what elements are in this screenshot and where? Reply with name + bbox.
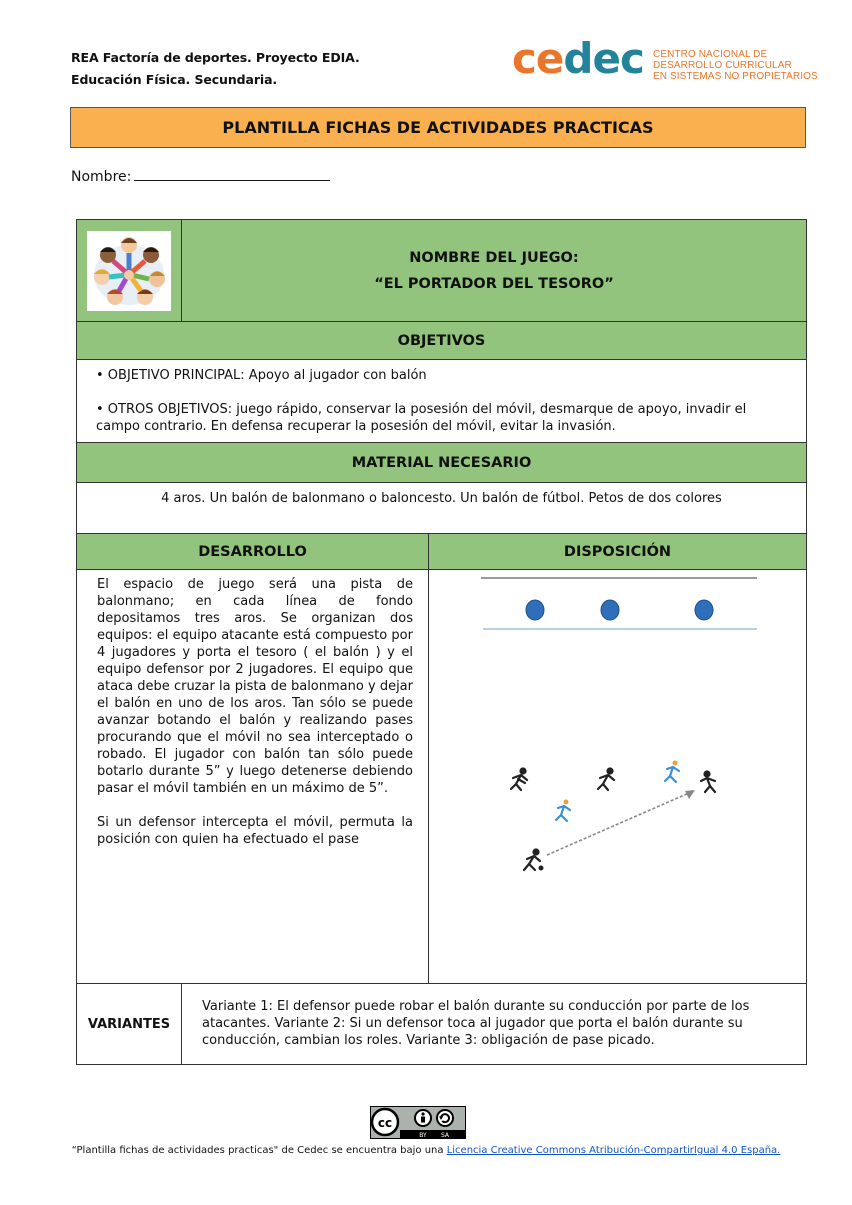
variantes-heading: VARIANTES bbox=[77, 984, 182, 1064]
logo-sub-line: DESARROLLO CURRICULAR bbox=[653, 60, 792, 71]
hoop-icon bbox=[695, 600, 713, 620]
otros-objetivos: • OTROS OBJETIVOS: juego rápido, conservar la posesión del móvil, desmarque de apoyo, invadir el campo contrario. En defensa recuperar la posesión del móvil, evitar la invasión. bbox=[96, 402, 747, 434]
desarrollo-paragraph-2: Si un defensor intercepta el móvil, permuta la posición con quien ha efectuado el pase bbox=[97, 815, 413, 847]
name-field bbox=[71, 166, 330, 185]
objetivo-principal: • OBJETIVO PRINCIPAL: Apoyo al jugador con balón bbox=[96, 368, 427, 383]
variantes-text: Variante 1: El defensor puede robar el balón durante su conducción por parte de los atacantes. Variante 2: Si un defensor toca al jugador que porta el balón durante su conducción, cambian los roles. Variante 3: obligación de pase picado. bbox=[202, 999, 750, 1048]
teamwork-hands-image bbox=[87, 231, 171, 311]
game-name-row bbox=[77, 220, 806, 321]
material-heading: MATERIAL NECESARIO bbox=[77, 442, 806, 482]
desarrollo-text bbox=[77, 570, 428, 848]
hoop-icon bbox=[526, 600, 544, 620]
defender-icon bbox=[665, 761, 679, 783]
activity-sheet-table bbox=[76, 219, 807, 1065]
game-image-cell bbox=[77, 220, 182, 321]
ball-carrier-icon bbox=[524, 850, 544, 871]
defender-icon bbox=[556, 800, 570, 822]
cc-sa-label: SA bbox=[440, 1132, 450, 1139]
license-text: “Plantilla fichas de actividades practicas" de Cedec se encuentra bajo una bbox=[71, 1145, 444, 1156]
desarrollo-heading: DESARROLLO bbox=[77, 534, 429, 569]
license-link[interactable]: Licencia Creative Commons Atribución-CompartirIgual 4.0 España. bbox=[446, 1145, 781, 1156]
cedec-logo-subtitle bbox=[653, 49, 818, 82]
logo-word-part1: ce bbox=[512, 34, 564, 83]
variantes-row bbox=[77, 983, 806, 1064]
attacker-icon bbox=[511, 769, 527, 791]
hoop-icon bbox=[601, 600, 619, 620]
disposicion-cell bbox=[429, 570, 806, 983]
page-title: PLANTILLA FICHAS DE ACTIVIDADES PRACTICAS bbox=[70, 107, 806, 148]
logo-word-part2: dec bbox=[563, 34, 644, 83]
sa-icon bbox=[437, 1110, 453, 1126]
game-name-label: NOMBRE DEL JUEGO: bbox=[409, 249, 579, 266]
pass-arrow-icon bbox=[547, 790, 695, 855]
license-footer bbox=[0, 1145, 852, 1156]
desarrollo-paragraph-1: El espacio de juego será una pista de balonmano; en cada línea de fondo depositamos tres aros. Se organizan dos equipos: el equipo atacante está compuesto por 4 jugadores y porta el tesoro ( el balón ) y el equipo defensor por 2 jugadores. El equipo que ataca debe cruzar la pista de balonmano y dejar el balón en uno de los aros. Tan sólo se puede avanzar botando el balón y realizando pases procurando que el móvil no sea interceptado o robado. El jugador con balón tan sólo puede botarlo durante 5” y luego detenerse debiendo pasar el móvil también en un máximo de 5”. bbox=[97, 577, 413, 796]
cedec-logo bbox=[512, 34, 644, 83]
attacker-icon bbox=[701, 772, 715, 793]
name-blank-line[interactable] bbox=[134, 166, 330, 181]
material-text: 4 aros. Un balón de balonmano o baloncesto. Un balón de fútbol. Petos de dos colores bbox=[161, 491, 722, 506]
attacker-icon bbox=[598, 769, 614, 791]
disposicion-heading: DISPOSICIÓN bbox=[429, 534, 806, 569]
desarrollo-cell bbox=[77, 570, 429, 983]
name-label: Nombre: bbox=[71, 169, 132, 185]
cc-license-badge[interactable] bbox=[370, 1106, 466, 1139]
desarrollo-disposicion-heading-row bbox=[77, 533, 806, 569]
material-body bbox=[77, 482, 806, 533]
svg-text:cc: cc bbox=[377, 1116, 393, 1130]
logo-sub-line: CENTRO NACIONAL DE bbox=[653, 49, 768, 60]
desarrollo-disposicion-body-row bbox=[77, 569, 806, 983]
cc-by-label: BY bbox=[419, 1132, 427, 1139]
game-title-cell bbox=[182, 220, 806, 321]
header-subject-line: Educación Física. Secundaria. bbox=[71, 72, 278, 87]
objetivos-body bbox=[77, 359, 806, 442]
logo-sub-line: EN SISTEMAS NO PROPIETARIOS bbox=[653, 71, 818, 82]
disposition-diagram bbox=[429, 570, 805, 983]
objetivos-heading: OBJETIVOS bbox=[77, 321, 806, 359]
header-course-line: REA Factoría de deportes. Proyecto EDIA. bbox=[71, 50, 360, 65]
game-name: “EL PORTADOR DEL TESORO” bbox=[374, 275, 614, 292]
